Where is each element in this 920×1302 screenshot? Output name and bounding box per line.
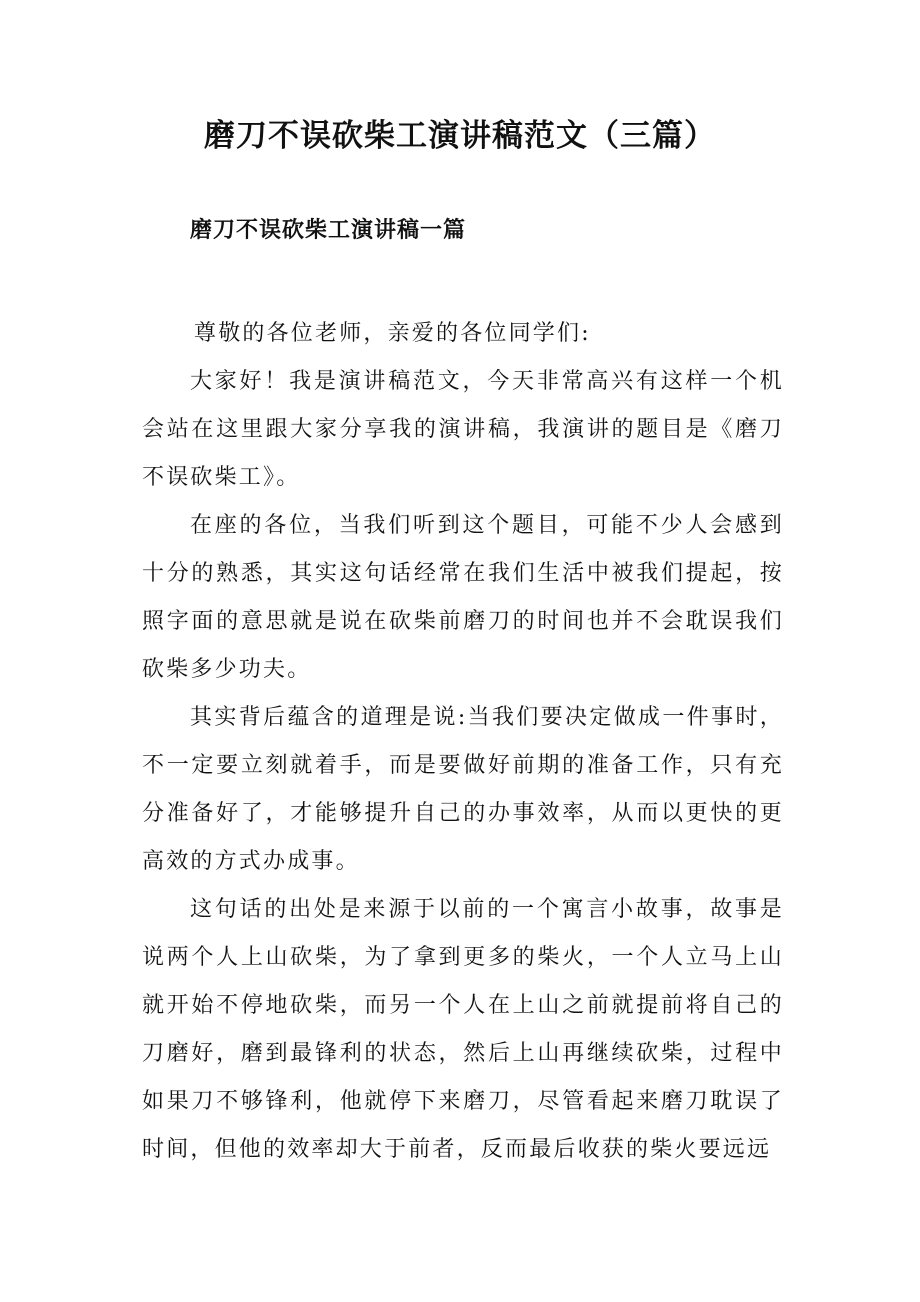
body-paragraph: 这句话的出处是来源于以前的一个寓言小故事，故事是说两个人上山砍柴，为了拿到更多的柴火，一个人立马上山就开始不停地砍柴，而另一个人在上山之前就提前将自己的刀磨好，磨到最锋利的状态，然后上山再继续砍柴，过程中如果刀不够锋利，他就停下来磨刀，尽管看起来磨刀耽误了时间，但他的效率却大于前者，反而最后收获的柴火要远远 xyxy=(142,897,784,1162)
document-title: 磨刀不误砍柴工演讲稿范文（三篇） xyxy=(204,118,716,154)
body-paragraph: 大家好！我是演讲稿范文，今天非常高兴有这样一个机会站在这里跟大家分享我的演讲稿，我演讲的题目是《磨刀不误砍柴工》。 xyxy=(142,369,784,490)
document-body xyxy=(142,310,784,1174)
body-paragraph: 其实背后蕴含的道理是说:当我们要决定做成一件事时，不一定要立刻就着手，而是要做好前期的准备工作，只有充分准备好了，才能够提升自己的办事效率，从而以更快的更高效的方式办成事。 xyxy=(142,705,784,874)
body-paragraph: 在座的各位，当我们听到这个题目，可能不少人会感到十分的熟悉，其实这句话经常在我们生活中被我们提起，按照字面的意思就是说在砍柴前磨刀的时间也并不会耽误我们砍柴多少功夫。 xyxy=(142,513,784,682)
section-heading: 磨刀不误砍柴工演讲稿一篇 xyxy=(190,217,467,243)
salutation-paragraph: 尊敬的各位老师，亲爱的各位同学们: xyxy=(194,321,591,346)
